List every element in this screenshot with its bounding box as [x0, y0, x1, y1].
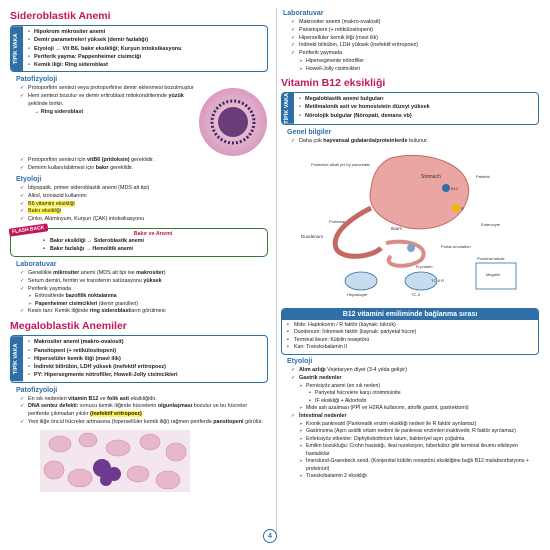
complex-dot — [407, 244, 415, 252]
if-dot — [452, 204, 460, 212]
flashback-item: • Bakır fazlalığı → Hemolitik anemi — [43, 246, 263, 254]
tipik-vaka-box-2 — [10, 335, 268, 382]
lab-item: ✓ Kesin tanı: Kemik iliğinde ring sideroblastların görülmesi — [20, 308, 268, 316]
vaka-list-2 — [23, 336, 267, 381]
label-portal: Portal circulation — [441, 243, 471, 249]
megaloblast-smear-image — [40, 430, 190, 492]
intestinal-item: ➢ Kronik pankreatit (Pankreatik enzim eksikliği nedeni ile R faktör ayrılamaz) — [299, 421, 539, 429]
vaka-item: • Etyoloji → Vit B6, bakır eksikliği; Kurşun intoksikasyonu — [27, 45, 263, 53]
genel-list — [291, 138, 539, 146]
subheading-genel: Genel bilgiler — [287, 128, 332, 136]
etyoloji-item: ✓ Bakır eksikliği — [20, 208, 268, 216]
liver-cell — [345, 272, 377, 290]
gastrik-list — [299, 383, 539, 391]
vaka-list — [23, 26, 267, 71]
section-title-b12: Vitamin B12 eksikliği — [281, 77, 386, 90]
tipik-vaka-box — [10, 25, 268, 72]
tipik-vaka-tag: TİPİK VAKA — [282, 93, 294, 124]
intestinal-list — [299, 421, 539, 481]
b12-absorption-diagram — [281, 148, 539, 298]
duodenum-shape — [335, 208, 381, 256]
subheading-laboratuvar: Laboratuvar — [16, 260, 57, 268]
b12-vaka-list — [294, 93, 538, 124]
vaka-item: • Makrositer anemi (makro-ovalosit) — [27, 338, 263, 346]
binding-item: • Duodenum: İntrensek faktör (kaynak: pariyetal hücre) — [282, 329, 538, 337]
gastrik-list-2 — [299, 405, 539, 413]
vaka-item: • İndirekt bilirübin, LDH yüksek (inefektif eritropoez) — [27, 363, 263, 371]
lab-item: ✓ Genellikle mikrositer anemi (MDS alt tipi ise makrositer) — [20, 270, 268, 278]
mega-pato-item: ✓ En sık nedenleri vitamin B12 ve folik asit eksikliğidir. — [20, 396, 268, 404]
vaka-item: • Nörolojik bulgular (Nöropati, demans vb) — [298, 112, 534, 120]
pato-item: ✓ Hem sentezi bozulur ve demir eritroblast mitokondrilerinde yüzük şeklinde birikir. → Ring sideroblast — [20, 93, 194, 116]
label-stomach: Stomach — [421, 173, 441, 180]
flashback-item: • Bakır eksikliği → Sideroblastik anemi — [43, 238, 263, 246]
binding-item: • Terminal ileum: Kübilin reseptörü — [282, 337, 538, 345]
vaka-item: • Pansitopeni (+ retikülositopeni) — [27, 347, 263, 355]
label-enterocyte: Enterocyte — [481, 221, 501, 227]
vaka-item: • Hipokrom mikrositer anemi — [27, 28, 263, 36]
lab-item: ✓ Serum demiri, ferritin ve transferrin satürasyonu yüksek — [20, 278, 268, 286]
ileum-shape — [386, 241, 424, 265]
tipik-vaka-box-b12 — [281, 92, 539, 125]
lab-list — [20, 270, 268, 293]
gastrik-item: ➢ Pernisiyöz anemi (en sık neden) — [299, 383, 539, 391]
lab-item: ✓ Pansitopeni (+ retikülositopeni) — [291, 27, 539, 35]
gastrik-item: ➢ Mide asit azalması (PPİ ve H2RA kullanımı, atrofik gastrit, gastrektomi) — [299, 405, 539, 413]
gastrik-sub-item: • Pariyetal hücrelere karşı otoimmünite — [309, 390, 539, 398]
lab-item: ✓ Makrositer anemi (makro-ovalosit) — [291, 19, 539, 27]
lab-sub-item: ➢ Hipersegmente nötrofiller — [299, 58, 539, 66]
label-if: IF — [461, 205, 465, 211]
flashback-box — [10, 224, 268, 257]
page-number: 4 — [263, 529, 277, 543]
vaka-item: • PY: Hipersegmente nötrofiller, Howell-Jolly cisimcikleri — [27, 371, 263, 379]
gastrik-sub-item: • IF eksikliği + Aklorhidri — [309, 398, 539, 406]
vaka-item: • Demir parametreleri yüksek (demir fazlalığı) — [27, 36, 263, 44]
intestinal-item: ➢ Gastrinoma (Aşırı asidik ortam nedeni ile pankreas enzimleri inaktivedir, R faktör ayrılamaz) — [299, 428, 539, 436]
gastrik-sub-list — [309, 390, 539, 405]
subheading-etyoloji-right: Etyoloji — [287, 357, 313, 365]
label-protective: Protective alkali pH by pancreatic — [311, 161, 371, 167]
section-title-megaloblastik: Megaloblastik Anemiler — [10, 320, 127, 333]
ring-sideroblast-image — [198, 87, 268, 157]
tipik-vaka-tag: TİPİK VAKA — [11, 336, 23, 381]
label-tc-receptor: TC-II R — [431, 277, 444, 283]
pato-row — [10, 85, 268, 157]
section-title-sideroblastik: Sideroblastik Anemi — [10, 10, 111, 22]
label-b12: B12 — [451, 185, 459, 191]
pato-item: ✓ Demirin kullanılabilmesi için bakır gereklidir. — [20, 165, 268, 173]
subheading-patofizyoloji-2: Patofizyoloji — [16, 386, 58, 394]
etyoloji-item: ✓ Alım azlığı Vejetaryen diyet (3-4 yılda gelişir) — [291, 367, 539, 375]
vaka-item: • Megaloblastik anemi bulguları — [298, 95, 534, 103]
right-lab-sub-list — [299, 58, 539, 73]
b12-etyoloji-list — [291, 367, 539, 383]
vaka-item: • Periferik yayma: Pappenheimer cisimciği — [27, 53, 263, 61]
mega-pato-item: ✓ DNA sentez defekti: sonucu kemik iliğinde hücrelerin olgunlaşması bozulur ve bu hücreler periferde çıkmadan yıkılır (inefektif eritropoez) — [20, 403, 268, 419]
right-lab-list — [291, 19, 539, 58]
intestinal-item: ➢ Transkobalamin 2 eksikliği — [299, 473, 539, 481]
flashback-list — [43, 238, 263, 254]
lab-item: ✓ Periferik yaymada — [20, 286, 268, 294]
vaka-item: • Hiperselüler kemik iliği (mavi ilik) — [27, 355, 263, 363]
label-r-protein: R-protein — [416, 263, 433, 269]
stomach-shape — [370, 155, 469, 228]
label-parietal: Parietal — [476, 173, 490, 179]
right-column — [281, 10, 539, 481]
subheading-patofizyoloji: Patofizyoloji — [16, 76, 58, 84]
label-ileum: Ileum — [391, 225, 403, 231]
etyoloji-item: ✓ B6 vitamini eksikliği — [20, 201, 268, 209]
subheading-etyoloji: Etyoloji — [16, 175, 42, 183]
b12-dot — [442, 184, 450, 192]
pato-item: ✓ Protoporfirin sentezi için vitB6 (pridoksin) gereklidir. — [20, 157, 268, 165]
vaka-item: • Kemik iliği: Ring sideroblast — [27, 61, 263, 69]
flashback-title: Bakır ve Anemi — [133, 231, 173, 238]
pato-item: ✓ Protoporfirin sentezi veya protoporfirine demir eklenmesi bozulmuştur — [20, 85, 194, 93]
etyoloji-item: ✓ Alkol, izoniazid kullanımı — [20, 193, 268, 201]
label-duodenum: Duodenum — [301, 233, 324, 239]
genel-item: ✓ Daha çok hayvansal gıdalarda/proteinlerde bulunur. — [291, 138, 539, 146]
flashback-badge: FLASH BACK — [9, 223, 48, 236]
lab-sub-item: ➢ Howell-Jolly cisimcikleri — [299, 66, 539, 74]
b12-binding-list — [282, 320, 538, 354]
etyoloji-item: ✓ İdiyopatik, primer sideroblastik anemi (MDS alt tipi) — [20, 185, 268, 193]
lab-item: ✓ İndirekt bilirübin, LDH yüksek (inefektif eritropoez) — [291, 42, 539, 50]
etyoloji-item: ✓ İntestinal nedenler — [291, 413, 539, 421]
subheading-laboratuvar-right: Laboratuvar — [283, 10, 324, 17]
intestinal-item: ➢ Enfeksiyöz etkenler: Diphyllobothrium latum, bakteriyel aşırı çoğalma — [299, 436, 539, 444]
lab-item: ✓ Periferik yaymada — [291, 50, 539, 58]
intestinal-item: ➢ İmerslund-Graesbeck send. (Konjenital kübilin reseptörü eksikliğine bağlı B12 malabsorbsiyonu + proteinüri) — [299, 458, 539, 473]
label-hepatocyte: Hepatocyte — [347, 291, 368, 297]
left-column — [10, 10, 268, 497]
mega-pato-list — [20, 396, 268, 427]
vaka-item: • Metilmalonik asit ve homosistein düzeyi yüksek — [298, 103, 534, 111]
tipik-vaka-tag: TİPİK VAKA — [11, 26, 23, 71]
b12-binding-order-title: B12 vitamini emiliminde bağlanma sırası — [282, 309, 538, 320]
etyoloji-item: ✓ Gastrik nedenler — [291, 375, 539, 383]
label-proximal-tubule: Proximal tubule — [477, 255, 505, 261]
b12-binding-order-box — [281, 308, 539, 355]
etyoloji-list — [20, 185, 268, 224]
label-protease: Protease — [329, 218, 346, 224]
lab-sub-list — [28, 293, 268, 308]
pato-list-2 — [20, 157, 268, 173]
pato-list — [20, 85, 194, 157]
column-divider — [276, 8, 277, 536]
label-tc: TC-II — [411, 291, 420, 297]
binding-item: • Mide: Haptokorrin / R faktör (kaynak: tükrük) — [282, 322, 538, 330]
intestinal-item: ➢ Emilim bozukluğu: Crohn hastalığı, ileal rezeksiyon, tüberküloz gibi terminal ileumu etkileyen hastalıklar — [299, 443, 539, 458]
b12-etyoloji-list-2 — [291, 413, 539, 421]
lab-sub-item: ➢ Papenheimer cisimcikleri (demir granülleri) — [28, 301, 268, 309]
lab-sub-item: ➢ Eritrositlerde bazofilik noktalanma — [28, 293, 268, 301]
binding-item: • Kan: Transkobalamin II — [282, 344, 538, 352]
lab-list-2 — [20, 308, 268, 316]
mega-pato-item: ✓ Yeni iliğe öncül hücreler artmasına (hipersellüler kemik iliği) rağmen periferde pansitopeni görülür. — [20, 419, 268, 427]
etyoloji-item: ✓ Çinko, Alüminyum, Kurşun (ÇAK) intoksikasyonu — [20, 216, 268, 224]
label-megalin: Megalin — [486, 271, 501, 277]
lab-item: ✓ Hipersellüler kemik iliği (mavi ilik) — [291, 35, 539, 43]
